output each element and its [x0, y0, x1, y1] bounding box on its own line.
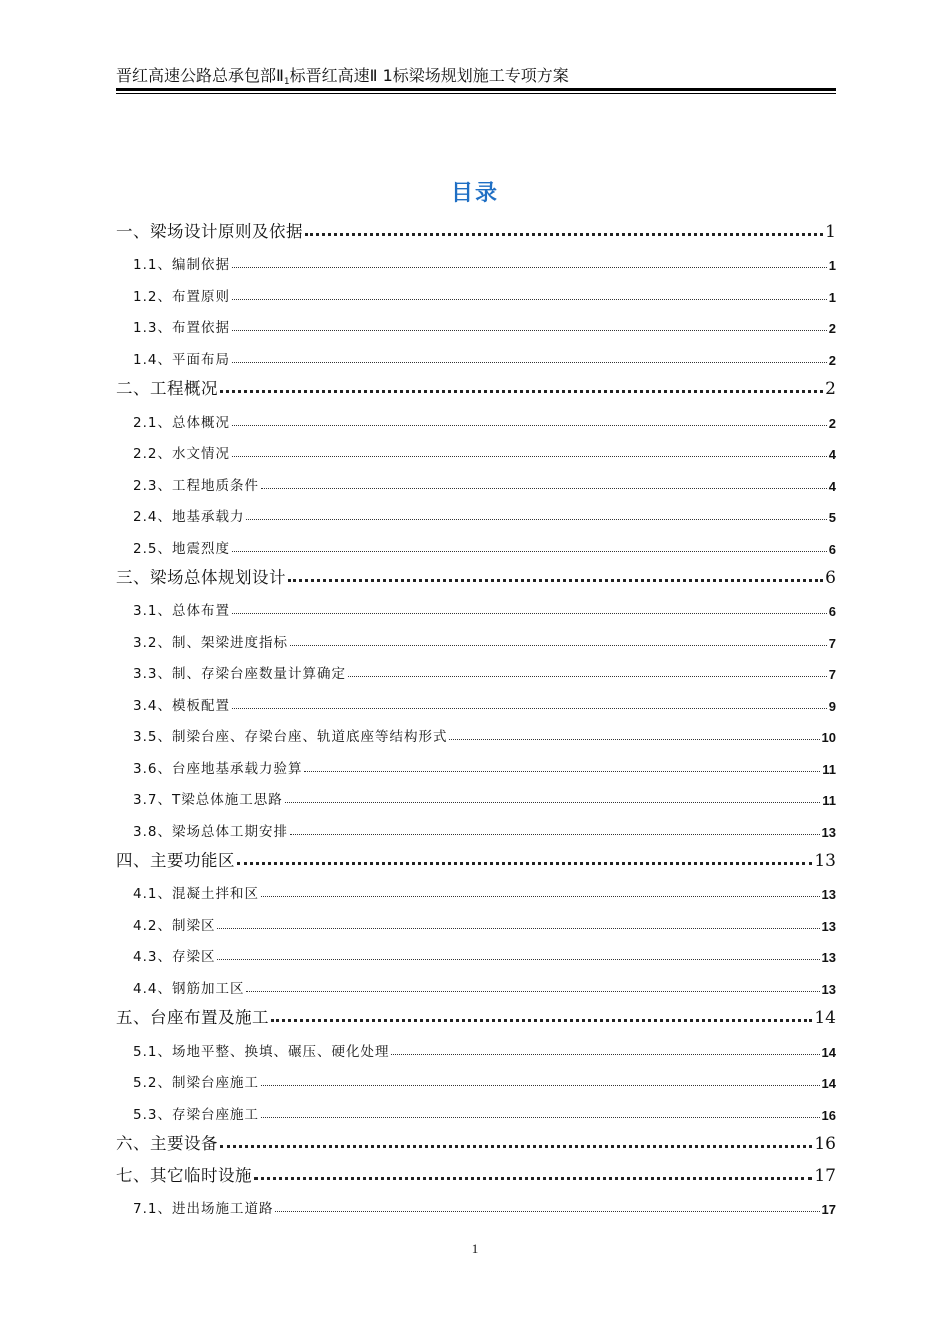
toc-entry-title: 2.5、地震烈度	[133, 540, 230, 557]
toc-entry-page: 13	[821, 887, 836, 903]
toc-section-entry[interactable]	[116, 937, 836, 965]
header-rule-thin	[116, 93, 836, 94]
toc-entry-title: 5.3、存梁台座施工	[133, 1106, 259, 1123]
toc-section-entry[interactable]	[116, 591, 836, 619]
toc-leader-dots	[290, 833, 820, 835]
toc-section-entry[interactable]	[116, 654, 836, 682]
toc-section-entry[interactable]	[116, 1032, 836, 1060]
toc-entry-page: 1	[825, 222, 836, 242]
toc-section-entry[interactable]	[116, 497, 836, 525]
toc-entry-title: 1.2、布置原则	[133, 288, 230, 305]
toc-entry-title: 4.1、混凝土拌和区	[133, 886, 259, 903]
toc-section-entry[interactable]	[116, 308, 836, 336]
toc-entry-page: 2	[828, 352, 836, 368]
toc-entry-page: 2	[825, 379, 836, 400]
toc-entry-title: 四、主要功能区	[116, 851, 235, 870]
header-text-part1: 晋红高速公路总承包部Ⅱ	[116, 66, 284, 85]
toc-section-entry[interactable]	[116, 1095, 836, 1123]
toc-entry-page: 1	[828, 258, 836, 274]
toc-entry-page: 4	[828, 447, 836, 463]
toc-entry-page: 14	[821, 1076, 836, 1092]
toc-entry-page: 11	[822, 793, 836, 809]
toc-leader-dots	[232, 298, 827, 300]
toc-chapter-entry[interactable]	[116, 371, 836, 399]
toc-entry-page: 13	[814, 851, 836, 871]
toc-section-entry[interactable]	[116, 1189, 836, 1217]
toc-section-entry[interactable]	[116, 812, 836, 840]
toc-section-entry[interactable]	[116, 245, 836, 273]
toc-entry-title: 3.4、模板配置	[133, 697, 230, 714]
toc-entry-title: 3.1、总体布置	[133, 603, 230, 620]
toc-entry-title: 七、其它临时设施	[116, 1165, 252, 1185]
toc-leader-dots	[220, 389, 823, 393]
toc-entry-title: 五、台座布置及施工	[116, 1008, 269, 1028]
toc-entry-page: 17	[814, 1165, 836, 1186]
toc-entry-title: 1.1、编制依据	[133, 257, 230, 274]
toc-leader-dots	[237, 861, 812, 865]
toc-entry-title: 3.7、T梁总体施工思路	[133, 792, 283, 809]
toc-leader-dots	[232, 266, 827, 268]
toc-entry-page: 10	[821, 730, 836, 746]
toc-entry-title: 5.1、场地平整、换填、碾压、硬化处理	[133, 1043, 390, 1060]
header-rule-thick	[116, 88, 836, 91]
toc-leader-dots	[246, 990, 819, 992]
toc-section-entry[interactable]	[116, 969, 836, 997]
toc-entry-page: 6	[828, 604, 836, 620]
toc-entry-page: 14	[814, 1008, 836, 1029]
header-subscript: 1	[283, 77, 290, 87]
toc-chapter-entry[interactable]	[116, 1158, 836, 1186]
toc-leader-dots	[261, 1084, 820, 1086]
toc-section-entry[interactable]	[116, 434, 836, 462]
toc-leader-dots	[304, 770, 820, 772]
toc-leader-dots	[305, 232, 823, 236]
toc-title: 目录	[450, 181, 499, 206]
toc-leader-dots	[232, 550, 827, 552]
toc-entry-title: 4.2、制梁区	[133, 917, 216, 934]
toc-entry-page: 14	[821, 1044, 836, 1060]
toc-section-entry[interactable]	[116, 277, 836, 305]
toc-entry-page: 7	[828, 635, 836, 651]
toc-leader-dots	[285, 801, 821, 803]
toc-leader-dots	[348, 675, 827, 677]
toc-entry-title: 2.4、地基承载力	[133, 509, 245, 526]
toc-entry-title: 3.2、制、架梁进度指标	[133, 634, 288, 651]
toc-leader-dots	[391, 1053, 819, 1055]
toc-entry-title: 2.3、工程地质条件	[133, 477, 259, 494]
toc-section-entry[interactable]	[116, 623, 836, 651]
toc-leader-dots	[449, 738, 819, 740]
toc-leader-dots	[261, 1116, 820, 1118]
toc-leader-dots	[232, 455, 827, 457]
toc-entry-title: 一、梁场设计原则及依据	[116, 222, 303, 241]
toc-entry-page: 9	[828, 698, 836, 714]
toc-leader-dots	[232, 707, 827, 709]
toc-entry-title: 4.3、存梁区	[133, 949, 216, 966]
toc-leader-dots	[232, 612, 827, 614]
toc-leader-dots	[232, 424, 827, 426]
toc-section-entry[interactable]	[116, 874, 836, 902]
toc-section-entry[interactable]	[116, 717, 836, 745]
toc-entry-page: 16	[814, 1134, 836, 1155]
toc-section-entry[interactable]	[116, 1063, 836, 1091]
toc-section-entry[interactable]	[116, 780, 836, 808]
toc-entry-title: 3.5、制梁台座、存梁台座、轨道底座等结构形式	[133, 729, 448, 746]
toc-chapter-entry[interactable]	[116, 1000, 836, 1028]
toc-section-entry[interactable]	[116, 529, 836, 557]
toc-leader-dots	[246, 518, 826, 520]
toc-leader-dots	[288, 578, 823, 582]
toc-section-entry[interactable]	[116, 403, 836, 431]
toc-leader-dots	[232, 329, 827, 331]
toc-entry-page: 6	[825, 567, 836, 588]
toc-entry-title: 4.4、钢筋加工区	[133, 980, 245, 997]
toc-entry-title: 1.3、布置依据	[133, 320, 230, 337]
toc-entry-page: 13	[821, 824, 836, 840]
toc-entry-title: 3.6、台座地基承载力验算	[133, 760, 303, 777]
toc-entry-page: 16	[821, 1107, 836, 1123]
page-number: 1	[471, 1241, 479, 1256]
toc-section-entry[interactable]	[116, 749, 836, 777]
toc-entry-title: 3.8、梁场总体工期安排	[133, 823, 288, 840]
toc-section-entry[interactable]	[116, 906, 836, 934]
toc-entry-title: 1.4、平面布局	[133, 351, 230, 368]
toc-leader-dots	[220, 1144, 812, 1148]
toc-entry-title: 2.1、总体概况	[133, 414, 230, 431]
toc-leader-dots	[275, 1210, 819, 1212]
toc-section-entry[interactable]	[116, 686, 836, 714]
toc-entry-page: 2	[828, 415, 836, 431]
toc-chapter-entry[interactable]	[116, 843, 836, 871]
header-text-part2: 标晋红高速Ⅱ 1标梁场规划施工专项方案	[289, 66, 569, 85]
toc-entry-page: 17	[821, 1201, 836, 1217]
toc-entry-title: 二、工程概况	[116, 379, 218, 399]
toc-entry-page: 4	[828, 478, 836, 494]
toc-entry-page: 6	[828, 541, 836, 557]
toc-entry-title: 5.2、制梁台座施工	[133, 1075, 259, 1092]
toc-entry-title: 六、主要设备	[116, 1134, 218, 1154]
toc-entry-title: 2.2、水文情况	[133, 446, 230, 463]
toc-chapter-entry[interactable]	[116, 214, 836, 242]
toc-entry-page: 1	[828, 289, 836, 305]
toc-leader-dots	[261, 895, 820, 897]
toc-leader-dots	[290, 644, 827, 646]
toc-chapter-entry[interactable]	[116, 1126, 836, 1154]
toc-entry-title: 7.1、进出场施工道路	[133, 1200, 274, 1217]
toc-entry-title: 3.3、制、存梁台座数量计算确定	[133, 666, 346, 683]
toc-leader-dots	[217, 958, 819, 960]
toc-leader-dots	[232, 361, 827, 363]
toc-leader-dots	[261, 487, 827, 489]
toc-entry-title: 三、梁场总体规划设计	[116, 567, 286, 587]
toc-section-entry[interactable]	[116, 340, 836, 368]
toc-entry-page: 13	[821, 981, 836, 997]
toc-leader-dots	[254, 1176, 812, 1180]
toc-entry-page: 5	[828, 510, 836, 526]
toc-entry-page: 13	[821, 918, 836, 934]
toc-entry-page: 11	[822, 761, 836, 777]
toc-chapter-entry[interactable]	[116, 560, 836, 588]
toc-entry-page: 2	[828, 321, 836, 337]
toc-section-entry[interactable]	[116, 466, 836, 494]
toc-entry-page: 13	[821, 950, 836, 966]
toc-leader-dots	[217, 927, 819, 929]
toc-entry-page: 7	[828, 667, 836, 683]
toc-leader-dots	[271, 1018, 812, 1022]
